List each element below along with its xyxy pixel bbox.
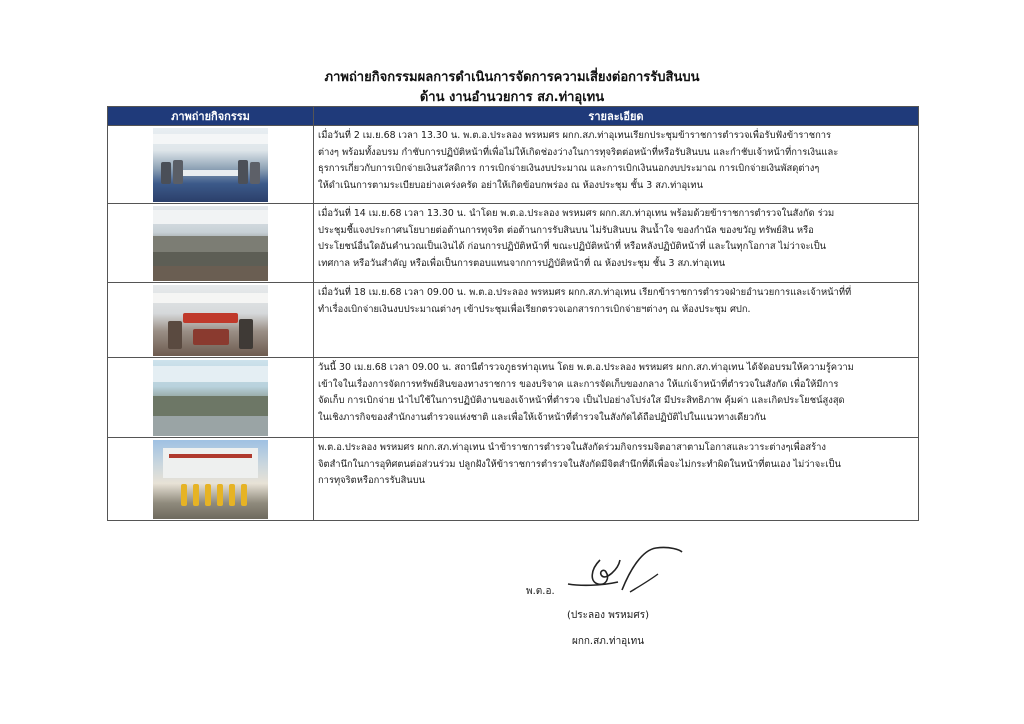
photo-cell (108, 283, 314, 358)
detail-cell (314, 438, 919, 521)
photo-cell (108, 358, 314, 438)
table-row (108, 204, 919, 283)
photo-cell (108, 126, 314, 204)
meeting-room-photo (153, 128, 268, 202)
header-photo: ภาพถ่ายกิจกรรม (108, 107, 314, 126)
document-title: ภาพถ่ายกิจกรรมผลการดำเนินการจัดการความเสี่ยงต่อการรับสินบน (324, 70, 700, 85)
detail-cell (314, 204, 919, 283)
detail-text: พ.ต.อ.ประลอง พรหมศร ผกก.สภ.ท่าอุเทน นำข้าราชการตำรวจในสังกัดร่วมกิจกรรมจิตอาสาตามโอกาสและวาระต่างๆเพื่อสร้าง จิตสำนึกในการอุทิศตนต่อส่วนร่วม ปลูกฝังให้ข้าราชการตำรวจในสังกัดมีจิตสำนึกที่ดีเพื่อจะไม่กระทำผิดในหน้าที่ตนเอง ไม่ว่าจะเป็น การทุจริตหรือการรับสินบน (318, 442, 841, 487)
photo-cell (108, 438, 314, 521)
volunteer-activity-photo (153, 440, 268, 519)
detail-text: วันนี้ 30 เม.ย.68 เวลา 09.00 น. สถานีตำรวจภูธรท่าอุเทน โดย พ.ต.อ.ประลอง พรหมศร ผกก.สภ.ท่าอุเทน ได้จัดอบรมให้ความรู้ความ เข้าใจในเรื่องการจัดการทรัพย์สินของทางราชการ ของบริจาค และการจัดเก็บของกลาง ให้แก่เจ้าหน้าที่ตำรวจในสังกัด เพื่อให้มีการ จัดเก็บ การเบิกจ่าย นำไปใช้ในการปฏิบัติงานของเจ้าหน้าที่ตำรวจ เป็นไปอย่างโปร่งใส มีประสิทธิภาพ คุ้มค่า และเกิดประโยชน์สูงสุด ในเชิงภารกิจของสำนักงานตำรวจแห่งชาติ และเพื่อให้เจ้าหน้าที่ตำรวจในสังกัดได้ถือปฏิบัติไปในแนวทางเดียวกัน (318, 362, 854, 423)
document-check-photo (153, 285, 268, 356)
signature-prefix: พ.ต.อ. (526, 586, 555, 597)
table-row (108, 358, 919, 438)
table-row (108, 126, 919, 204)
handwritten-signature-icon (560, 540, 690, 600)
activity-table (107, 106, 919, 521)
assembly-photo (153, 206, 268, 281)
detail-text: เมื่อวันที่ 14 เม.ย.68 เวลา 13.30 น. นำโดย พ.ต.อ.ประลอง พรหมศร ผกก.สภ.ท่าอุเทน พร้อมด้วยข้าราชการตำรวจในสังกัด ร่วม ประชุมชี้แจงประกาศนโยบายต่อต้านการทุจริต ต่อต้านการรับสินบน ไม่รับสินบน สินน้ำใจ ของกำนัล ของขวัญ ทรัพย์สิน หรือ ประโยชน์อื่นใดอันคำนวณเป็นเงินได้ ก่อนการปฏิบัติหน้าที่ ขณะปฏิบัติหน้าที่ หรือหลังปฏิบัติหน้าที่ และในทุกโอกาส ไม่ว่าจะเป็น เทศกาล หรือวันสำคัญ หรือเพื่อเป็นการตอบแทนจากการปฏิบัติหน้าที่ ณ ห้องประชุม ชั้น 3 สภ.ท่าอุเทน (318, 208, 835, 269)
table-row (108, 438, 919, 521)
table-header-row (108, 107, 919, 126)
detail-cell (314, 126, 919, 204)
photo-cell (108, 204, 314, 283)
document-subtitle: ด้าน งานอำนวยการ สภ.ท่าอุเทน (419, 90, 605, 105)
signature-block (0, 540, 1024, 660)
detail-text: เมื่อวันที่ 2 เม.ย.68 เวลา 13.30 น. พ.ต.อ.ประลอง พรหมศร ผกก.สภ.ท่าอุเทนเรียกประชุมข้าราชการตำรวจเพื่อรับฟังข้าราชการ ต่างๆ พร้อมทั้งอบรม กำชับการปฏิบัติหน้าที่เพื่อไม่ให้เกิดช่องว่างในการทุจริตต่อหน้าที่หรือรับสินบน และกำชับเจ้าหน้าที่การเงินและ ธุรการเกี่ยวกับการเบิกจ่ายเงินสวัสดิการ การเบิกจ่ายเงินงบประมาณ และการเบิกเงินนอกงบประมาณ การเบิกจ่ายเงินพัสดุต่างๆ ให้ดำเนินการตามระเบียบอย่างเคร่งครัด อย่าให้เกิดข้อบกพร่อง ณ ห้องประชุม ชั้น 3 สภ.ท่าอุเทน (318, 130, 839, 191)
signatory-name: (ประลอง พรหมศร) (567, 610, 649, 621)
training-photo (153, 360, 268, 436)
detail-cell (314, 358, 919, 438)
detail-cell (314, 283, 919, 358)
signatory-position: ผกก.สภ.ท่าอุเทน (571, 636, 645, 647)
table-row (108, 283, 919, 358)
detail-text: เมื่อวันที่ 18 เม.ย.68 เวลา 09.00 น. พ.ต.อ.ประลอง พรหมศร ผกก.สภ.ท่าอุเทน เรียกข้าราชการตำรวจฝ่ายอำนวยการและเจ้าหน้าที่ที่ ทำเรื่องเบิกจ่ายเงินงบประมาณต่างๆ เข้าประชุมเพื่อเรียกตรวจเอกสารการเบิกจ่ายฯต่างๆ ณ ห้องประชุม ศปก. (318, 287, 852, 315)
header-detail: รายละเอียด (314, 107, 919, 126)
